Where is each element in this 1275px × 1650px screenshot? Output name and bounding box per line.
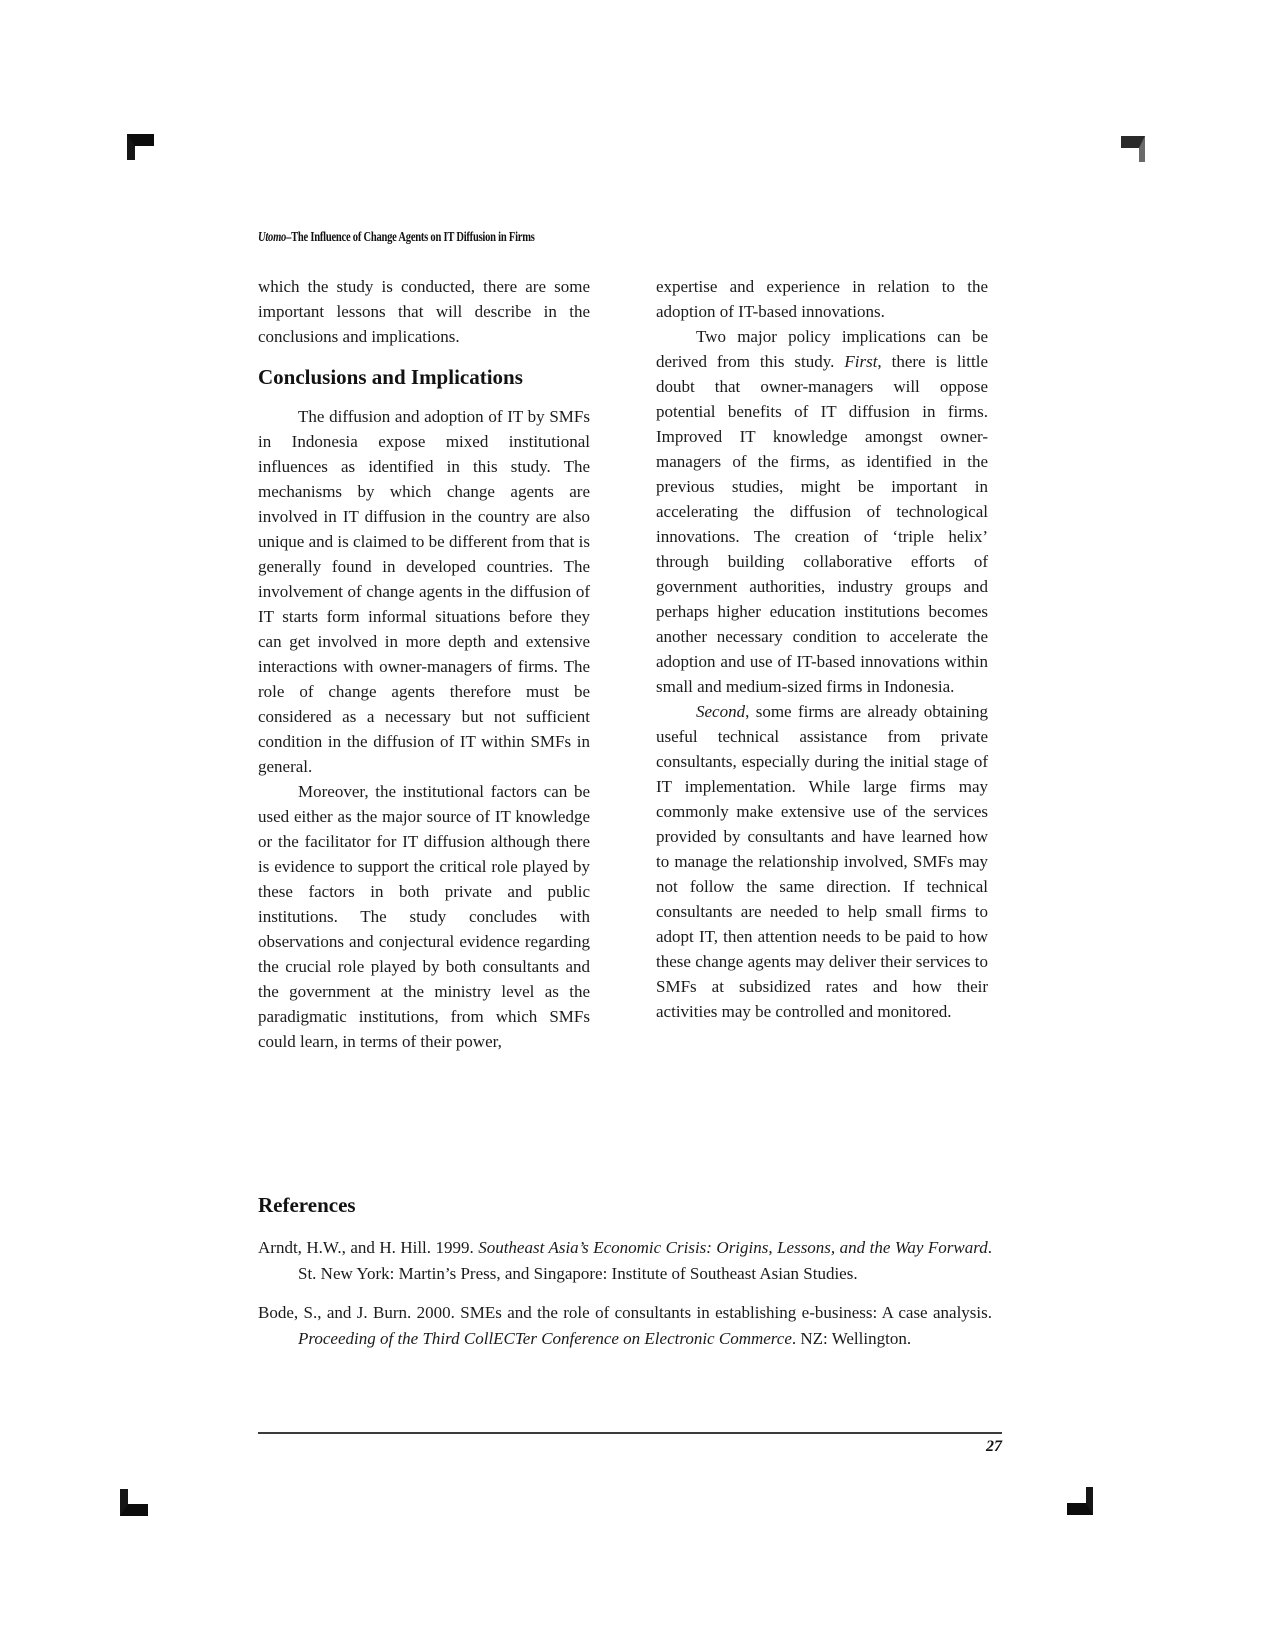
section-heading: Conclusions and Implications <box>258 365 523 389</box>
reference-list <box>258 1235 992 1352</box>
text-run: . St. New York: Martin’s Press, and Singapore: Institute of Southeast Asian Studies. <box>298 1238 992 1283</box>
references-heading: References <box>258 1193 356 1217</box>
running-header-title: The Influence of Change Agents on IT Diffusion in Firms <box>291 229 535 244</box>
text-run: Moreover, the institutional factors can be used either as the major source of IT knowledge or the facilitator for IT diffusion although there is evidence to support the critical role played by these factors in both private and public institutions. The study concludes with observations and conjectural evidence regarding the crucial role played by both consultants and the government at the ministry level as the paradigmatic institutions, from which SMFs could learn, in terms of their power, <box>258 782 590 1051</box>
column-right <box>656 274 988 1054</box>
running-header-author: Utomo <box>258 229 287 244</box>
running-header-separator: – <box>286 229 292 244</box>
crop-mark-top-left-icon <box>127 134 154 160</box>
text-run: The diffusion and adoption of IT by SMFs in Indonesia expose mixed institutional influences as identified in this study. The mechanisms by which change agents are involved in IT diffusion in the country are also unique and is claimed to be different from that is generally found in developed countries. The involvement of change agents in the diffusion of IT starts form informal situations before they can get involved in more depth and extensive interactions with owner-managers of firms. The role of change agents therefore must be considered as a necessary but not sufficient condition in the diffusion of IT within SMFs in general. <box>258 407 590 776</box>
crop-mark-bottom-right-icon <box>1067 1487 1093 1515</box>
text-run: Bode, S., and J. Burn. 2000. SMEs and the role of consultants in establishing e-business: A case analysis. <box>258 1303 992 1322</box>
body-paragraph <box>656 324 988 699</box>
text-run: expertise and experience in relation to the adoption of IT-based innovations. <box>656 277 988 321</box>
page-number: 27 <box>986 1438 1002 1455</box>
body-paragraph <box>656 699 988 1024</box>
italic-run: Southeast Asia’s Economic Crisis: Origins, Lessons, and the Way Forward <box>478 1238 988 1257</box>
body-paragraph <box>258 779 590 1054</box>
running-header <box>258 229 535 245</box>
text-run: . NZ: Wellington. <box>791 1329 912 1348</box>
text-run: which the study is conducted, there are some important lessons that will describe in the conclusions and implications. <box>258 277 590 346</box>
italic-run: Second <box>696 702 746 721</box>
reference-item <box>258 1235 992 1287</box>
text-run: , some firms are already obtaining useful technical assistance from private consultants, especially during the initial stage of IT implementation. While large firms may commonly make extensive use of the services provided by consultants and have learned how to manage the relationship involved, SMFs may not follow the same direction. If technical consultants are needed to help small firms to adopt IT, then attention needs to be paid to how these change agents may deliver their services to SMFs at subsidized rates and how their activities may be controlled and monitored. <box>656 702 988 1021</box>
crop-mark-top-right-icon <box>1121 136 1145 162</box>
text-run: , there is little doubt that owner-managers will oppose potential benefits of IT diffusion in firms. Improved IT knowledge amongst owner-managers of the firms, as identified in the previous studies, might be important in accelerating the diffusion of technological innovations. The creation of ‘triple helix’ through building collaborative efforts of government authorities, industry groups and perhaps higher education institutions becomes another necessary condition to accelerate the adoption and use of IT-based innovations within small and medium-sized firms in Indonesia. <box>656 352 988 696</box>
body-columns <box>258 274 989 1054</box>
body-paragraph <box>656 274 988 324</box>
reference-item <box>258 1300 992 1352</box>
body-paragraph <box>258 404 590 779</box>
italic-run: First <box>844 352 878 371</box>
crop-mark-bottom-left-icon <box>120 1489 148 1516</box>
italic-run: Proceeding of the Third CollECTer Conference on Electronic Commerce <box>298 1329 792 1348</box>
body-paragraph <box>258 274 590 349</box>
column-left <box>258 274 590 1054</box>
references-section <box>258 1193 992 1365</box>
text-run: Two major policy implications can be derived from this study. <box>656 327 988 371</box>
footer-divider <box>258 1432 1002 1434</box>
text-run: Arndt, H.W., and H. Hill. 1999. <box>258 1238 479 1257</box>
